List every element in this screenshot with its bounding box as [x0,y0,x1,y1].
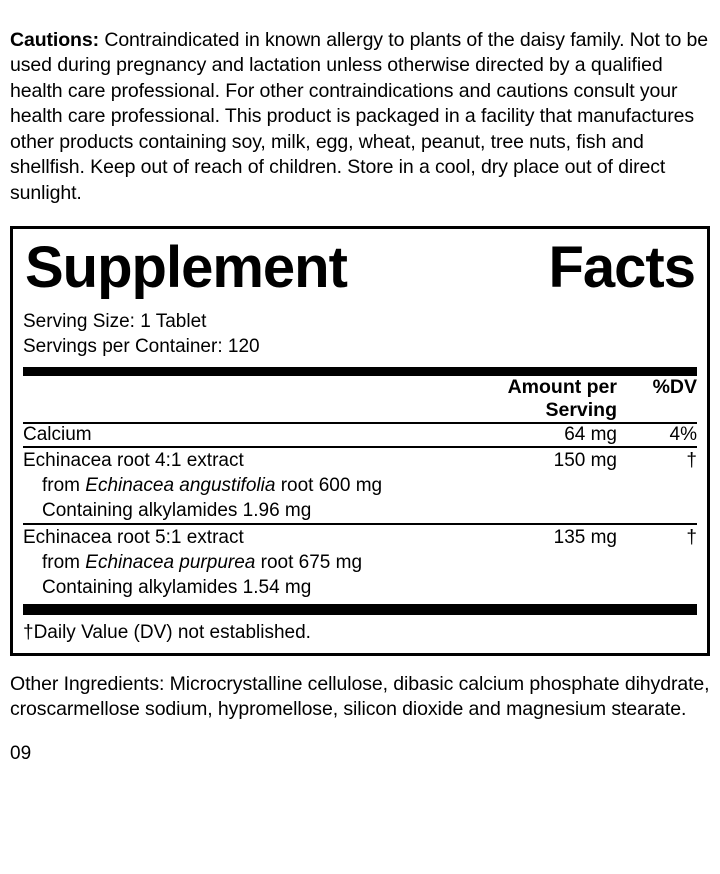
table-row [23,424,697,446]
subline-pre: Containing alkylamides 1.96 mg [42,499,312,521]
row-amount: 150 mg [553,449,617,471]
row-subline-2 [23,498,447,523]
row-amount: 64 mg [564,423,617,445]
subline-post: root 600 mg [275,474,383,496]
header-percent-dv: %DV [652,375,697,398]
row-subline-1 [23,550,447,575]
supplement-facts-panel [10,226,710,655]
nutrition-table [23,376,697,422]
subline-post: root 675 mg [255,551,363,573]
supplement-facts-title [23,235,697,301]
nutrition-row-echinacea-4-1 [23,448,697,523]
serving-info [23,309,697,359]
panel-rule-bottom [23,604,697,615]
nutrition-row-calcium [23,424,697,446]
row-dv: † [686,526,697,548]
supplement-facts-title-right: Facts [548,235,695,301]
row-subline-2 [23,575,447,600]
nutrition-row-echinacea-5-1 [23,525,697,600]
cautions-text: Contraindicated in known allergy to plants of the daisy family. Not to be used during pregnancy and lactation unless otherwise directed by a qualified health care professional. For other contraindications and cautions consult your health care professional. This product is packaged in a facility that manufactures other products containing soy, milk, egg, wheat, peanut, tree nuts, fish and shellfish. Keep out of reach of children. Store in a cool, dry place out of direct sunlight. [10,28,708,205]
label-page [0,20,720,874]
subline-pre: from [42,474,86,496]
revision-code: 09 [10,742,32,764]
row-name-cell [23,448,447,523]
row-amount: 135 mg [553,526,617,548]
subline-pre: from [42,551,86,573]
row-subline-1 [23,473,447,498]
header-nutrient [23,376,447,422]
daily-value-footnote: †Daily Value (DV) not established. [23,621,311,643]
row-dv: † [686,449,697,471]
servings-per-container: Servings per Container: 120 [23,335,260,357]
cautions-paragraph [10,20,710,207]
row-name: Calcium [23,423,92,445]
table-header-row [23,376,697,422]
table-row [23,525,697,600]
panel-rule-top [23,367,697,376]
subline-italic: Echinacea angustifolia [85,474,276,496]
supplement-facts-title-left: Supplement [25,235,347,301]
row-dv: 4% [669,423,697,445]
other-ingredients: Other Ingredients: Microcrystalline cellulose, dibasic calcium phosphate dihydrate, croscarmellose sodium, hypromellose, silicon dioxide and magnesium stearate. [10,672,710,721]
cautions-label: Cautions: [10,28,100,51]
header-amount-per-serving: Amount per Serving [507,375,617,421]
row-name: Echinacea root 5:1 extract [23,526,244,548]
serving-size: Serving Size: 1 Tablet [23,310,207,332]
row-name-cell [23,525,447,600]
subline-pre: Containing alkylamides 1.54 mg [42,576,312,598]
table-row [23,448,697,523]
row-name: Echinacea root 4:1 extract [23,449,244,471]
subline-italic: Echinacea purpurea [85,551,256,573]
